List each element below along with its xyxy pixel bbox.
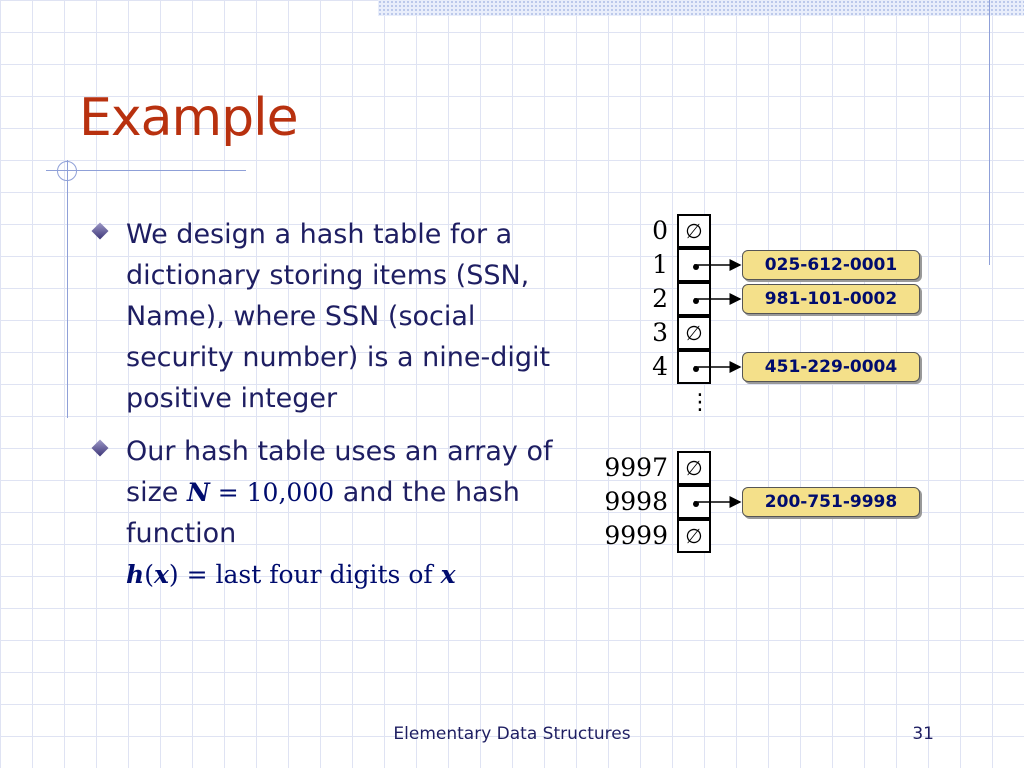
pointer-dot xyxy=(693,501,699,507)
slot-cell-3 xyxy=(677,316,711,350)
diamond-bullet-icon xyxy=(92,440,109,457)
null-icon: ∅ xyxy=(685,321,703,345)
slot-index-4: 4 xyxy=(652,352,668,381)
ssn-entry-9998: 200-751-9998 xyxy=(742,487,920,517)
slot-index-9998: 9998 xyxy=(604,487,668,516)
slot-cell-4 xyxy=(677,350,711,384)
bullet-item-2 xyxy=(88,431,558,595)
slot-cell-9999 xyxy=(677,519,711,553)
slot-cell-2 xyxy=(677,282,711,316)
slot-cell-9997 xyxy=(677,451,711,485)
bullet-text-1: We design a hash table for a dictionary storing items (SSN, Name), where SSN (social security number) is a nine-digit positive integer xyxy=(126,219,551,414)
null-icon: ∅ xyxy=(685,456,703,480)
slot-index-3: 3 xyxy=(652,318,668,347)
var-x-end: x xyxy=(440,560,456,589)
bullet-item-1 xyxy=(88,214,558,419)
crosshair-circle xyxy=(57,161,77,181)
bullet-2-mid: and the hash function xyxy=(126,477,520,549)
slot-index-0: 0 xyxy=(652,216,668,245)
slot-index-1: 1 xyxy=(652,250,668,279)
array-size-value: = 10,000 xyxy=(209,478,335,507)
var-x: x xyxy=(153,560,169,589)
right-decor-line xyxy=(989,0,990,265)
pointer-dot xyxy=(693,264,699,270)
bullet-text-2 xyxy=(126,431,558,595)
slot-cell-9998 xyxy=(677,485,711,519)
ssn-entry-4: 451-229-0004 xyxy=(742,352,920,382)
slot-cell-0 xyxy=(677,214,711,248)
bullet-list xyxy=(88,214,558,607)
var-h: h xyxy=(126,560,145,589)
null-icon: ∅ xyxy=(685,219,703,243)
ssn-entry-1: 025-612-0001 xyxy=(742,250,920,280)
null-icon: ∅ xyxy=(685,524,703,548)
left-decor-line xyxy=(67,160,68,418)
pointer-dot xyxy=(693,366,699,372)
slot-index-9999: 9999 xyxy=(604,521,668,550)
ellipsis-dots: ⋮ xyxy=(689,390,711,415)
diamond-bullet-icon xyxy=(92,223,109,240)
hash-function-formula: h(x) = last four digits of x xyxy=(126,560,456,589)
page-number: 31 xyxy=(912,724,934,744)
slot-cell-1 xyxy=(677,248,711,282)
bullet-2-prefix: Our hash table uses an array of size xyxy=(126,436,553,508)
ssn-entry-2: 981-101-0002 xyxy=(742,284,920,314)
array-size-formula xyxy=(187,478,334,507)
slide-title: Example xyxy=(79,88,298,148)
top-decor-band xyxy=(378,0,1024,16)
hash-function-def: = last four digits of xyxy=(178,560,441,589)
pointer-dot xyxy=(693,298,699,304)
slot-index-9997: 9997 xyxy=(604,453,668,482)
footer-title: Elementary Data Structures xyxy=(393,724,631,744)
slot-index-2: 2 xyxy=(652,284,668,313)
var-N: N xyxy=(186,478,210,507)
